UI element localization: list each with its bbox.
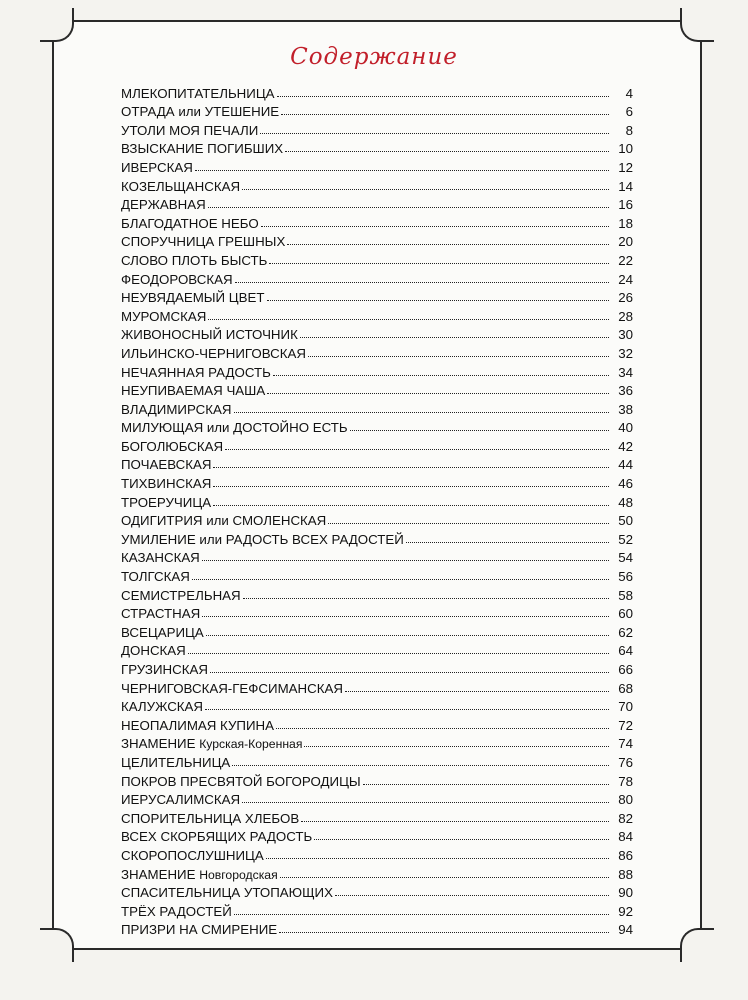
toc-page-number: 78 (618, 773, 633, 789)
toc-entry-title-main: ДЕРЖАВНАЯ (121, 197, 206, 213)
frame-corner-ornament (40, 8, 74, 42)
toc-page-number: 14 (618, 178, 633, 194)
dot-leader (202, 560, 609, 561)
toc-entry[interactable] (121, 565, 633, 584)
toc-page-number: 46 (618, 476, 633, 492)
toc-entry[interactable] (121, 733, 633, 752)
table-of-contents (121, 82, 633, 937)
toc-entry-title (121, 848, 264, 863)
toc-entry[interactable] (121, 119, 633, 138)
toc-entry[interactable] (121, 287, 633, 306)
toc-entry-title-main: СТРАСТНАЯ (121, 606, 201, 622)
toc-entry-title-main: ВСЕЦАРИЦА (121, 624, 204, 640)
toc-entry-title (121, 885, 333, 900)
toc-entry-title-main: ОДИГИТРИЯ или СМОЛЕНСКАЯ (121, 513, 327, 529)
toc-entry-title (121, 774, 361, 789)
toc-page-number: 92 (618, 903, 633, 919)
toc-page-number: 80 (618, 792, 633, 808)
toc-page-number: 22 (618, 252, 633, 268)
dot-leader (328, 523, 609, 524)
toc-entry-title (121, 234, 285, 249)
dot-leader (210, 672, 609, 673)
toc-page-number: 76 (618, 754, 633, 770)
toc-entry-title-main: ТРЁХ РАДОСТЕЙ (121, 903, 232, 919)
toc-page-number: 66 (618, 662, 633, 677)
dot-leader (287, 244, 609, 245)
dot-leader (261, 226, 609, 227)
toc-page-number: 88 (618, 866, 633, 882)
toc-entry-title-main: БОГОЛЮБСКАЯ (121, 438, 224, 454)
toc-entry-title-main: СПАСИТЕЛЬНИЦА УТОПАЮЩИХ (121, 885, 333, 901)
toc-entry-title-main: ЦЕЛИТЕЛЬНИЦА (121, 754, 231, 770)
toc-entry-subtitle: Курская-Коренная (199, 737, 303, 752)
toc-entry[interactable] (121, 491, 633, 510)
toc-page-number: 94 (618, 922, 633, 938)
toc-page-number: 4 (625, 85, 633, 101)
toc-entry[interactable] (121, 863, 633, 882)
dot-leader (260, 133, 609, 134)
toc-page-number: 38 (618, 401, 633, 417)
toc-page-number: 20 (618, 234, 633, 250)
dot-leader (195, 170, 609, 171)
toc-entry-title-main: ПРИЗРИ НА СМИРЕНИЕ (121, 922, 278, 938)
dot-leader (350, 430, 609, 431)
dot-leader (301, 821, 609, 822)
toc-entry[interactable] (121, 528, 633, 547)
toc-page-number: 36 (618, 383, 633, 399)
toc-entry[interactable] (121, 417, 633, 436)
toc-entry-title-main: КАЗАНСКАЯ (121, 550, 200, 566)
toc-entry[interactable] (121, 714, 633, 733)
toc-entry-title (121, 904, 232, 919)
toc-page-number: 82 (618, 810, 633, 826)
toc-entry[interactable] (121, 156, 633, 175)
toc-page-number: 72 (618, 717, 633, 733)
toc-entry[interactable] (121, 770, 633, 789)
toc-entry[interactable] (121, 900, 633, 919)
toc-page-number: 10 (618, 141, 633, 157)
dot-leader (205, 709, 609, 710)
dot-leader (335, 895, 609, 896)
dot-leader (273, 375, 609, 376)
dot-leader (202, 616, 609, 617)
frame-corner-ornament (40, 928, 74, 962)
dot-leader (280, 877, 609, 878)
toc-entry-title-main: ИЕРУСАЛИМСКАЯ (121, 792, 241, 808)
dot-leader (345, 691, 609, 692)
toc-entry-title (121, 513, 326, 528)
dot-leader (304, 746, 609, 747)
dot-leader (279, 932, 609, 933)
toc-entry-title (121, 811, 299, 826)
toc-entry-title-main: УТОЛИ МОЯ ПЕЧАЛИ (121, 122, 259, 138)
toc-entry[interactable] (121, 621, 633, 640)
toc-entry-title-main: ДОНСКАЯ (121, 643, 186, 659)
toc-entry-title-main: ФЕОДОРОВСКАЯ (121, 271, 233, 287)
toc-entry-title (121, 755, 230, 770)
toc-entry-title (121, 495, 211, 510)
toc-page-number: 48 (618, 494, 633, 510)
dot-leader (213, 505, 609, 506)
toc-entry[interactable] (121, 472, 633, 491)
toc-entry[interactable] (121, 640, 633, 659)
toc-page-number: 30 (618, 327, 633, 343)
toc-entry-title (121, 290, 265, 305)
toc-entry[interactable] (121, 454, 633, 473)
toc-entry-title (121, 141, 283, 156)
toc-entry-title (121, 123, 258, 138)
toc-entry-title-main: СПОРУЧНИЦА ГРЕШНЫХ (121, 234, 286, 250)
dot-leader (208, 319, 609, 320)
toc-entry-title-main: СКОРОПОСЛУШНИЦА (121, 847, 264, 863)
toc-entry-title (121, 569, 190, 584)
dot-leader (300, 337, 609, 338)
toc-page-number: 58 (618, 587, 633, 603)
toc-entry[interactable] (121, 82, 633, 101)
toc-entry-subtitle: Новгородская (199, 867, 278, 882)
toc-entry-title-main: СЕМИСТРЕЛЬНАЯ (121, 587, 241, 603)
toc-page-number: 40 (618, 420, 633, 436)
dot-leader (308, 356, 609, 357)
toc-page-number: 74 (618, 736, 633, 752)
toc-entry[interactable] (121, 584, 633, 603)
toc-entry-title (121, 160, 193, 175)
toc-entry-title-main: ИВЕРСКАЯ (121, 159, 193, 175)
dot-leader (235, 282, 609, 283)
toc-entry[interactable] (121, 658, 633, 677)
toc-entry-title (121, 606, 200, 621)
dot-leader (232, 765, 609, 766)
toc-entry-title (121, 420, 348, 435)
toc-entry-title-main: МИЛУЮЩАЯ или ДОСТОЙНО ЕСТЬ (121, 420, 348, 436)
toc-entry-title-main: ТИХВИНСКАЯ (121, 476, 212, 492)
toc-entry-title-main: ТОЛГСКАЯ (121, 569, 190, 585)
frame-corner-ornament (680, 8, 714, 42)
toc-entry-title-main: ИЛЬИНСКО-ЧЕРНИГОВСКАЯ (121, 345, 306, 361)
toc-entry[interactable] (121, 231, 633, 250)
toc-page-number: 90 (618, 885, 633, 901)
toc-entry-title-main: ЗНАМЕНИЕ (121, 736, 196, 752)
toc-page-number: 26 (618, 290, 633, 306)
toc-entry-title (121, 383, 265, 398)
toc-entry[interactable] (121, 807, 633, 826)
toc-entry[interactable] (121, 194, 633, 213)
dot-leader (225, 449, 609, 450)
toc-page-number: 68 (618, 680, 633, 696)
toc-entry[interactable] (121, 603, 633, 622)
dot-leader (267, 300, 610, 301)
dot-leader (285, 151, 609, 152)
dot-leader (242, 802, 609, 803)
toc-entry-title-main: ЗНАМЕНИЕ (121, 866, 196, 882)
toc-page-number: 54 (618, 550, 633, 566)
toc-entry-title-main: ЧЕРНИГОВСКАЯ-ГЕФСИМАНСКАЯ (121, 680, 343, 696)
toc-page-number: 34 (618, 364, 633, 380)
toc-entry[interactable] (121, 249, 633, 268)
toc-entry-title (121, 662, 208, 677)
toc-entry[interactable] (121, 268, 633, 287)
toc-entry-title (121, 216, 259, 231)
toc-page-number: 70 (618, 699, 633, 715)
toc-entry[interactable] (121, 305, 633, 324)
toc-page-number: 44 (618, 457, 633, 473)
toc-page-number: 8 (625, 122, 633, 138)
toc-entry-title (121, 457, 211, 472)
dot-leader (208, 207, 609, 208)
toc-entry-title-main: ОТРАДА или УТЕШЕНИЕ (121, 104, 280, 120)
toc-page-number: 60 (618, 606, 633, 622)
dot-leader (406, 542, 609, 543)
dot-leader (213, 486, 609, 487)
toc-entry-title (121, 476, 211, 491)
toc-page-number: 84 (618, 829, 633, 845)
dot-leader (234, 914, 609, 915)
toc-entry-title (121, 643, 186, 658)
toc-entry-title (121, 272, 233, 287)
toc-entry-title-main: НЕУПИВАЕМАЯ ЧАША (121, 383, 266, 399)
dot-leader (267, 393, 609, 394)
toc-entry-title-main: КОЗЕЛЬЩАНСКАЯ (121, 178, 241, 194)
toc-entry-title (121, 104, 279, 119)
toc-entry-title-main: СЛОВО ПЛОТЬ БЫСТЬ (121, 252, 268, 268)
toc-entry-title (121, 439, 223, 454)
toc-entry[interactable] (121, 342, 633, 361)
dot-leader (242, 189, 609, 190)
toc-entry-title-main: СПОРИТЕЛЬНИЦА ХЛЕБОВ (121, 810, 300, 826)
toc-entry[interactable] (121, 435, 633, 454)
toc-entry-title (121, 625, 204, 640)
toc-entry[interactable] (121, 547, 633, 566)
toc-entry-title-main: ВСЕХ СКОРБЯЩИХ РАДОСТЬ (121, 829, 313, 845)
toc-page-number: 56 (618, 569, 633, 585)
toc-page-number: 52 (618, 531, 633, 547)
toc-entry-title-main: МУРОМСКАЯ (121, 308, 207, 324)
toc-entry-title-main: КАЛУЖСКАЯ (121, 699, 204, 715)
toc-page-number: 18 (618, 215, 633, 231)
toc-entry-title-main: БЛАГОДАТНОЕ НЕБО (121, 215, 259, 231)
dot-leader (276, 728, 609, 729)
toc-entry-title-main: ЖИВОНОСНЫЙ ИСТОЧНИК (121, 327, 298, 343)
toc-entry-title-main: ВЛАДИМИРСКАЯ (121, 401, 232, 417)
dot-leader (192, 579, 609, 580)
toc-entry-title (121, 867, 278, 882)
toc-page-number: 24 (618, 271, 633, 287)
toc-page-number: 32 (618, 345, 633, 361)
toc-page-number: 28 (618, 308, 633, 324)
dot-leader (277, 96, 609, 97)
toc-entry[interactable] (121, 175, 633, 194)
toc-entry-title (121, 179, 240, 194)
dot-leader (206, 635, 609, 636)
dot-leader (188, 653, 609, 654)
toc-entry-title (121, 309, 206, 324)
toc-page-number: 50 (618, 513, 633, 529)
toc-entry[interactable] (121, 696, 633, 715)
toc-entry[interactable] (121, 380, 633, 399)
dot-leader (213, 467, 609, 468)
toc-entry-title (121, 365, 271, 380)
toc-page-number: 16 (618, 197, 633, 213)
dot-leader (269, 263, 609, 264)
toc-entry[interactable] (121, 789, 633, 808)
toc-entry-title (121, 197, 206, 212)
toc-entry-title (121, 829, 312, 844)
dot-leader (314, 839, 609, 840)
toc-entry-title-main: НЕЧАЯННАЯ РАДОСТЬ (121, 364, 271, 380)
toc-entry-title (121, 718, 274, 733)
toc-entry[interactable] (121, 919, 633, 938)
toc-entry[interactable] (121, 138, 633, 157)
toc-entry-title-main: МЛЕКОПИТАТЕЛЬНИЦА (121, 85, 275, 101)
toc-entry-title (121, 922, 277, 937)
toc-entry-title (121, 402, 232, 417)
toc-entry-title (121, 681, 343, 696)
toc-entry-title-main: НЕОПАЛИМАЯ КУПИНА (121, 717, 274, 733)
toc-entry-title (121, 736, 302, 751)
toc-entry-title-main: НЕУВЯДАЕМЫЙ ЦВЕТ (121, 290, 265, 306)
frame-corner-ornament (680, 928, 714, 962)
toc-page-number: 64 (618, 643, 633, 659)
toc-entry[interactable] (121, 398, 633, 417)
toc-entry-title (121, 86, 275, 101)
toc-entry-title-main: ПОКРОВ ПРЕСВЯТОЙ БОГОРОДИЦЫ (121, 773, 361, 789)
toc-entry[interactable] (121, 324, 633, 343)
toc-entry[interactable] (121, 882, 633, 901)
toc-entry-title-main: УМИЛЕНИЕ или РАДОСТЬ ВСЕХ РАДОСТЕЙ (121, 531, 404, 547)
toc-entry-title-main: ВЗЫСКАНИЕ ПОГИБШИХ (121, 141, 284, 157)
page-title: Содержание (290, 44, 458, 70)
toc-entry-title (121, 550, 200, 565)
toc-entry-title (121, 792, 240, 807)
toc-entry[interactable] (121, 844, 633, 863)
toc-entry-title-main: ПОЧАЕВСКАЯ (121, 457, 212, 473)
toc-page-number: 12 (618, 159, 633, 175)
toc-page-number: 6 (625, 104, 633, 120)
toc-entry-title-main: ТРОЕРУЧИЦА (121, 494, 212, 510)
dot-leader (243, 598, 609, 599)
toc-entry-title (121, 699, 203, 714)
toc-entry-title (121, 532, 404, 547)
toc-entry-title (121, 346, 306, 361)
toc-page-number: 62 (618, 624, 633, 640)
toc-entry[interactable] (121, 101, 633, 120)
dot-leader (266, 858, 609, 859)
toc-page-number: 42 (618, 438, 633, 454)
dot-leader (234, 412, 610, 413)
dot-leader (363, 784, 609, 785)
toc-entry[interactable] (121, 751, 633, 770)
toc-entry[interactable] (121, 361, 633, 380)
toc-entry-title-main: ГРУЗИНСКАЯ (121, 662, 208, 677)
toc-entry[interactable] (121, 510, 633, 529)
toc-entry-title (121, 588, 241, 603)
dot-leader (281, 114, 609, 115)
toc-entry-title (121, 253, 267, 268)
toc-page-number: 86 (618, 847, 633, 863)
toc-entry[interactable] (121, 826, 633, 845)
toc-entry-title (121, 327, 298, 342)
toc-entry[interactable] (121, 677, 633, 696)
toc-entry[interactable] (121, 212, 633, 231)
